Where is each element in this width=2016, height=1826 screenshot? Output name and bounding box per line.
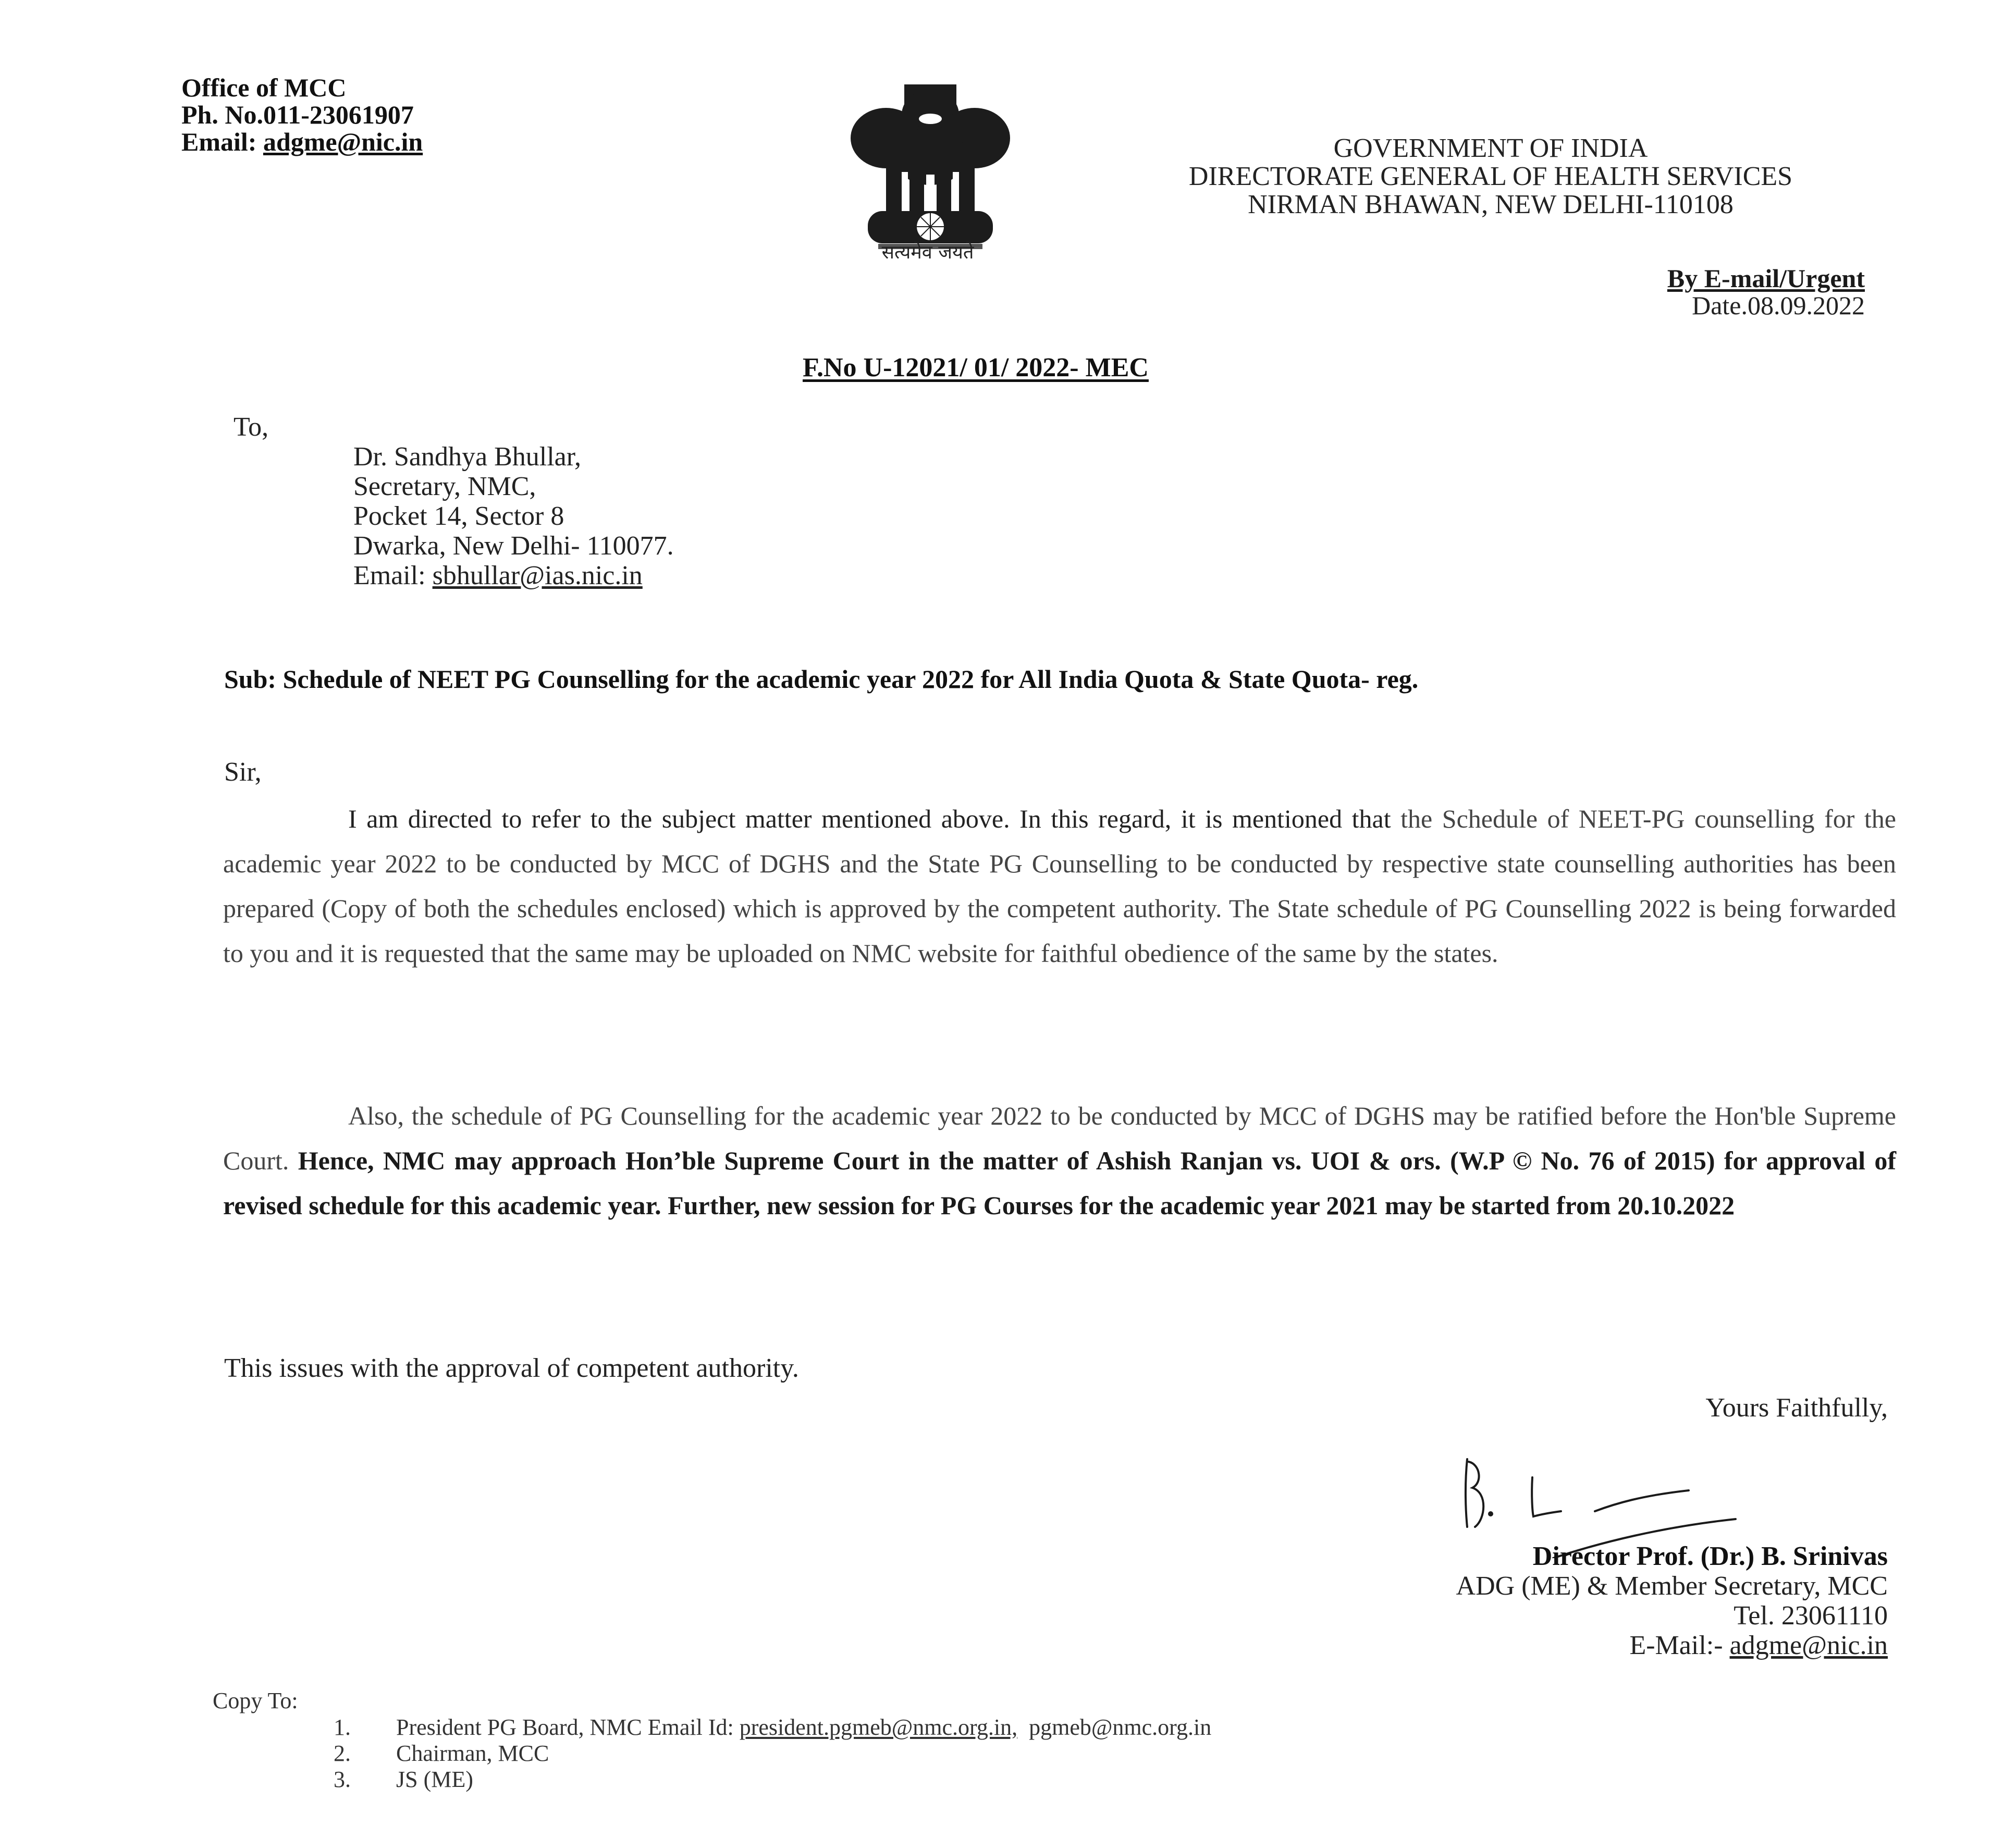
gov-line-1: GOVERNMENT OF INDIA bbox=[1333, 133, 1648, 163]
copy-to-item-number: 1. bbox=[334, 1714, 351, 1740]
para2-bold: Hence, NMC may approach Hon’ble Supreme Court in the matter of Ashish Ranjan vs. UOI & ors. (W.P © No. 76 of 2015) for approval of revised schedule for this academic year. Further, new session for PG Courses for the academic year 2021 may be started from bbox=[223, 1146, 1896, 1220]
copy-to-item-text: Chairman, MCC bbox=[396, 1741, 549, 1766]
office-email-link[interactable]: adgme@nic.in bbox=[263, 127, 423, 156]
para2-session-date: 20.10.2022 bbox=[1617, 1191, 1735, 1220]
copy-to-item bbox=[334, 1714, 1211, 1741]
signatory-block bbox=[1456, 1541, 1888, 1660]
gov-line-3: NIRMAN BHAWAN, NEW DELHI-110108 bbox=[1248, 190, 1734, 219]
recipient-address-line-2: Dwarka, New Delhi- 110077. bbox=[353, 531, 674, 561]
emblem-motto: सत्यमेव जयते bbox=[881, 242, 974, 263]
valediction: Yours Faithfully, bbox=[1705, 1393, 1888, 1423]
para2-normal: Also, the schedule of PG Counselling for the academic year 2022 to be conducted by MCC of DGHS may be ratified before the Hon'ble Supreme Court. bbox=[223, 1101, 1896, 1175]
para1-first-line: I am directed to refer to the subject matter mentioned above. In this regard, it is mentioned that bbox=[348, 804, 1391, 833]
copy-to-email-link[interactable]: president.pgmeb@nmc.org.in, bbox=[739, 1714, 1018, 1740]
copy-to-list bbox=[334, 1714, 1211, 1793]
signatory-designation: ADG (ME) & Member Secretary, MCC bbox=[1456, 1571, 1888, 1601]
copy-to-item bbox=[334, 1767, 1211, 1793]
office-email-line bbox=[181, 128, 423, 155]
signatory-email-link[interactable]: adgme@nic.in bbox=[1729, 1631, 1888, 1660]
recipient-address-line-1: Pocket 14, Sector 8 bbox=[353, 501, 564, 531]
file-number: F.No U-12021/ 01/ 2022- MEC bbox=[803, 353, 1149, 383]
body-paragraph-1 bbox=[223, 796, 1896, 976]
office-email-label: Email: bbox=[181, 127, 263, 156]
recipient-email-link[interactable]: sbhullar@ias.nic.in bbox=[432, 561, 643, 590]
ashoka-emblem-icon bbox=[837, 78, 1024, 263]
recipient-address bbox=[353, 442, 674, 590]
body-paragraph-2 bbox=[223, 1093, 1896, 1228]
salutation: Sir, bbox=[224, 757, 262, 787]
signatory-email-label: E-Mail:- bbox=[1629, 1631, 1730, 1660]
office-contact-block bbox=[181, 74, 423, 155]
copy-to-email-secondary: pgmeb@nmc.org.in bbox=[1017, 1714, 1212, 1740]
letter-date: Date.08.09.2022 bbox=[1692, 291, 1865, 320]
delivery-mode: By E-mail/Urgent bbox=[1667, 264, 1865, 293]
office-name: Office of MCC bbox=[181, 73, 347, 102]
recipient-email-label: Email: bbox=[353, 561, 433, 590]
copy-to-label: Copy To: bbox=[213, 1688, 298, 1713]
copy-to-item-text: President PG Board, NMC Email Id: bbox=[396, 1714, 740, 1740]
signatory-tel: Tel. 23061110 bbox=[1734, 1601, 1888, 1631]
copy-to-item-text: JS (ME) bbox=[396, 1767, 473, 1792]
subject-line: Sub: Schedule of NEET PG Counselling for the academic year 2022 for All India Quota & State Quota- reg. bbox=[224, 664, 1419, 694]
copy-to-item bbox=[334, 1741, 1211, 1767]
closing-note: This issues with the approval of competent authority. bbox=[224, 1353, 799, 1383]
office-phone: Ph. No.011-23061907 bbox=[181, 100, 414, 129]
copy-to-item-number: 2. bbox=[334, 1741, 351, 1766]
signatory-email-line bbox=[1456, 1631, 1888, 1660]
recipient-email-line bbox=[353, 561, 674, 590]
para1-rest: the Schedule of NEET-PG counselling for the academic year 2022 to be conducted by MCC of DGHS and the State PG Counselling to be conducted by respective state counselling authorities has been prepared (Copy of both the schedules enclosed) which is approved by the competent authority. The State schedule of PG Counselling 2022 is being forwarded to you and it is requested that the same may be uploaded on NMC website for faithful obedience of the same by the states. bbox=[223, 804, 1897, 968]
signatory-name: Director Prof. (Dr.) B. Srinivas bbox=[1532, 1541, 1888, 1571]
delivery-date-block bbox=[1667, 265, 1865, 319]
government-header bbox=[1063, 134, 1918, 219]
to-label: To, bbox=[233, 412, 269, 442]
copy-to-item-number: 3. bbox=[334, 1767, 351, 1792]
gov-line-2: DIRECTORATE GENERAL OF HEALTH SERVICES bbox=[1188, 162, 1793, 191]
recipient-designation: Secretary, NMC, bbox=[353, 472, 536, 501]
recipient-name: Dr. Sandhya Bhullar, bbox=[353, 442, 581, 472]
